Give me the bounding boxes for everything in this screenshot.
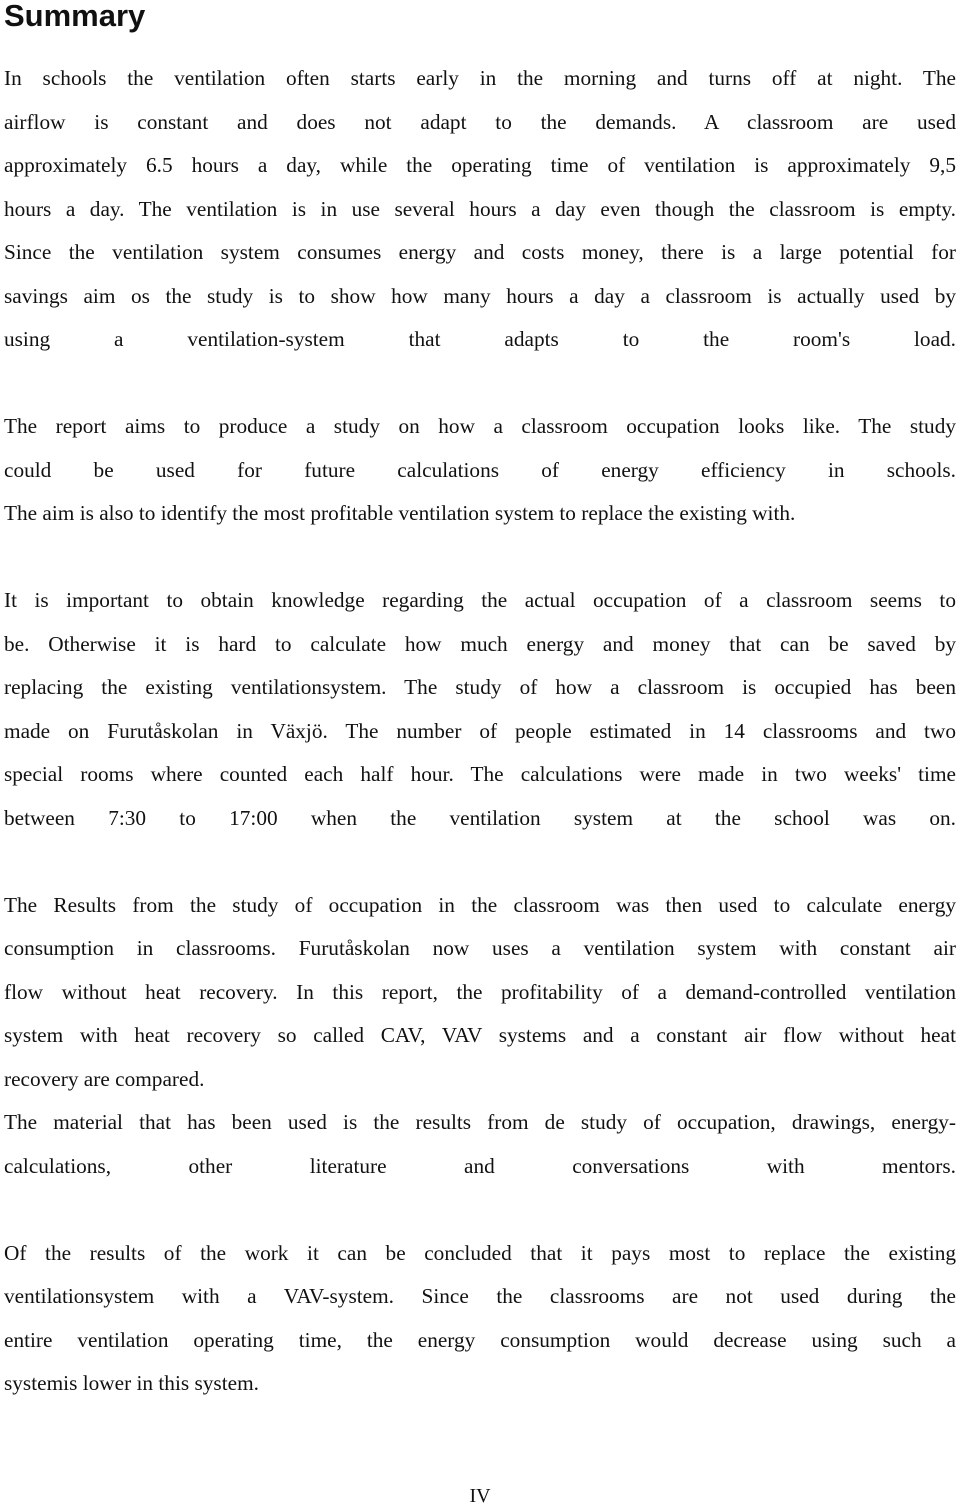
- paragraph-1: [4, 57, 956, 362]
- text-line: The Results from the study of occupation in the classroom was then used to calculate energy: [4, 892, 956, 917]
- text-line: airflow is constant and does not adapt to the demands. A classroom are used: [4, 109, 956, 134]
- text-line: be. Otherwise it is hard to calculate how much energy and money that can be saved by: [4, 631, 956, 656]
- text-line: savings aim os the study is to show how many hours a day a classroom is actually used by: [4, 283, 956, 308]
- text-line: using a ventilation-system that adapts to the room's load.: [4, 327, 956, 351]
- text-line: calculations, other literature and conversations with mentors.: [4, 1153, 956, 1178]
- page-number: IV: [469, 1485, 491, 1507]
- paragraph-4: [4, 884, 956, 1102]
- text-line: ventilationsystem with a VAV-system. Since the classrooms are not used during the: [4, 1284, 956, 1308]
- paragraph-spacer: [4, 362, 956, 406]
- text-line: recovery are compared.: [4, 1066, 205, 1091]
- text-line: consumption in classrooms. Furutåskolan now uses a ventilation system with constant air: [4, 936, 956, 960]
- text-line: The material that has been used is the results from de study of occupation, drawings, energy-: [4, 1110, 956, 1134]
- text-line: system with heat recovery so called CAV, VAV systems and a constant air flow without heat: [4, 1023, 956, 1047]
- text-line: Of the results of the work it can be concluded that it pays most to replace the existing: [4, 1240, 956, 1265]
- text-line: systemis lower in this system.: [4, 1371, 259, 1395]
- paragraph-spacer: [4, 1188, 956, 1232]
- paragraph-spacer: [4, 840, 956, 884]
- text-line: between 7:30 to 17:00 when the ventilation system at the school was on.: [4, 805, 956, 830]
- paragraph-5: [4, 1101, 956, 1188]
- text-line: It is important to obtain knowledge regarding the actual occupation of a classroom seems to: [4, 588, 956, 612]
- summary-body: [4, 57, 956, 1406]
- text-line: approximately 6.5 hours a day, while the operating time of ventilation is approximately 9,5: [4, 153, 956, 177]
- text-line: entire ventilation operating time, the energy consumption would decrease using such a: [4, 1327, 956, 1352]
- text-line: replacing the existing ventilationsystem. The study of how a classroom is occupied has been: [4, 675, 956, 699]
- text-line: flow without heat recovery. In this report, the profitability of a demand-controlled ventilation: [4, 979, 956, 1004]
- text-line: hours a day. The ventilation is in use several hours a day even though the classroom is empty.: [4, 196, 956, 221]
- text-line: The aim is also to identify the most profitable ventilation system to replace the existing with.: [4, 501, 796, 525]
- text-line: The report aims to produce a study on how a classroom occupation looks like. The study: [4, 414, 956, 438]
- paragraph-3: [4, 579, 956, 840]
- text-line: special rooms where counted each half hour. The calculations were made in two weeks' time: [4, 762, 956, 786]
- text-line: could be used for future calculations of energy efficiency in schools.: [4, 457, 956, 482]
- text-line: Since the ventilation system consumes energy and costs money, there is a large potential for: [4, 240, 956, 264]
- paragraph-2: [4, 405, 956, 536]
- text-line: made on Furutåskolan in Växjö. The number of people estimated in 14 classrooms and two: [4, 718, 956, 743]
- paragraph-spacer: [4, 536, 956, 580]
- text-line: In schools the ventilation often starts early in the morning and turns off at night. The: [4, 66, 956, 90]
- paragraph-6: [4, 1232, 956, 1406]
- page-heading: Summary: [4, 0, 146, 33]
